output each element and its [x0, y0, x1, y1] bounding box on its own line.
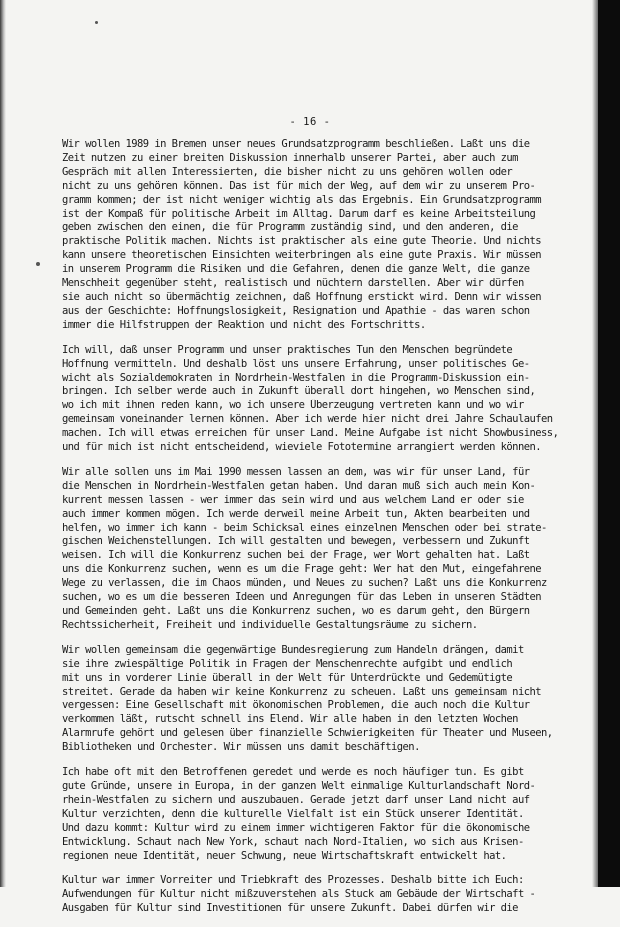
text-line: Menschheit gegenüber steht, realistisch und nüchtern darstellen. Aber wir dürfen [62, 277, 524, 290]
text-line: Wir wollen gemeinsam die gegenwärtige Bundesregierung zum Handeln drängen, damit [62, 643, 524, 656]
text-line: sie ihre zwiespältige Politik in Fragen der Menschenrechte aufgibt und endlich [62, 657, 513, 670]
text-line: wo ich mit ihnen reden kann, wo ich unsere Überzeugung vertreten kann und wo wir [62, 399, 524, 412]
text-line: gute Gründe, unsere in Europa, in der ganzen Welt einmalige Kulturlandschaft Nord- [62, 779, 536, 792]
paragraph [62, 344, 560, 455]
text-line: gemeinsam voneinander lernen können. Aber ich werde hier nicht drei Jahre Schaulaufen [62, 413, 553, 426]
text-line: Ich habe oft mit den Betroffenen geredet und werde es noch häufiger tun. Es gibt [62, 766, 524, 779]
text-line: Ausgaben für Kultur sind Investitionen für unsere Zukunft. Dabei dürfen wir die [62, 902, 518, 915]
text-line: ist der Kompaß für politische Arbeit im Alltag. Darum darf es keine Arbeitsteilung [62, 207, 536, 220]
text-line: Wege zu verlassen, die im Chaos münden, und Neues zu suchen? Laßt uns die Konkurrenz [62, 577, 547, 590]
page-number: - 16 - [289, 116, 331, 128]
paragraph [62, 766, 560, 863]
document-body [62, 138, 560, 927]
text-line: mit uns in vorderer Linie überall in der Welt für Unterdrückte und Gedemütigte [62, 671, 513, 684]
text-line: Kultur war immer Vorreiter und Triebkraft des Prozesses. Deshalb bitte ich Euch: [62, 874, 524, 887]
text-line: Ich will, daß unser Programm und unser praktisches Tun den Menschen begründete [62, 343, 513, 356]
text-line: suchen, wo es um die besseren Ideen und Anregungen für das Leben in unseren Städten [62, 591, 542, 604]
text-line: helfen, wo immer ich kann - beim Schicksal eines einzelnen Menschen oder bei strate- [62, 521, 547, 534]
text-line: geben zwischen den einen, die für Programm zuständig sind, und den anderen, die [62, 221, 518, 234]
text-line: kurrent messen lassen - wer immer das sein wird und aus welchem Land er oder sie [62, 493, 524, 506]
text-line: praktische Politik machen. Nichts ist praktischer als eine gute Theorie. Und nichts [62, 235, 542, 248]
text-line: machen. Ich will etwas erreichen für unser Land. Meine Aufgabe ist nicht Showbusiness, [62, 427, 559, 440]
scan-edge-right [598, 0, 620, 887]
text-line: Gespräch mit allen Interessierten, die bisher nicht zu uns gehören wollen oder [62, 165, 513, 178]
text-line: gramm kommen; der ist nicht weniger wichtig als das Ergebnis. Ein Grundsatzprogramm [62, 193, 542, 206]
text-line: streitet. Gerade da haben wir keine Konkurrenz zu scheuen. Laßt uns gemeinsam nicht [62, 685, 542, 698]
text-line: Und dazu kommt: Kultur wird zu einem immer wichtigeren Faktor für die ökonomische [62, 821, 530, 834]
paragraph [62, 466, 560, 633]
paragraph [62, 644, 560, 755]
text-line: wicht als Sozialdemokraten in Nordrhein-Westfalen in die Programm-Diskussion ein- [62, 371, 530, 384]
text-line: gischen Weichenstellungen. Ich will gestalten und bewegen, verbessern und Zukunft [62, 535, 530, 548]
scan-edge-left [0, 0, 6, 887]
text-line: in unserem Programm die Risiken und die Gefahren, denen die ganze Welt, die ganze [62, 263, 530, 276]
paragraph [62, 138, 560, 333]
text-line: kann unsere theoretischen Einsichten weiterbringen als eine gute Praxis. Wir müssen [62, 249, 542, 262]
text-line: bringen. Ich selber werde auch in Zukunft überall dort hingehen, wo Menschen sind, [62, 385, 536, 398]
text-line: Aufwendungen für Kultur nicht mißzuverstehen als Stuck am Gebäude der Wirtschaft - [62, 888, 536, 901]
text-line: die Menschen in Nordrhein-Westfalen getan haben. Und daran muß sich auch mein Kon- [62, 479, 536, 492]
text-line: Rechtssicherheit, Freiheit und individuelle Gestaltungsräume zu sichern. [62, 618, 478, 631]
text-line: und Gemeinden geht. Laßt uns die Konkurrenz suchen, wo es darum geht, den Bürgern [62, 605, 530, 617]
text-line: und für mich ist nicht entscheidend, wieviele Fototermine arrangiert werden können. [62, 441, 542, 454]
text-line: aus der Geschichte: Hoffnungslosigkeit, Resignation und Apathie - das waren schon [62, 304, 530, 317]
text-line: vergessen: Eine Gesellschaft mit ökonomischen Problemen, die auch noch die Kultur [62, 699, 530, 712]
text-line: Entwicklung. Schaut nach New York, schaut nach Nord-Italien, wo sich aus Krisen- [62, 835, 524, 848]
text-line: Wir alle sollen uns im Mai 1990 messen lassen an dem, was wir für unser Land, für [62, 465, 530, 478]
text-line: Kultur verzichten, denn die kulturelle Vielfalt ist ein Stück unserer Identität. [62, 807, 524, 820]
text-line: weisen. Ich will die Konkurrenz suchen bei der Frage, wer Wort gehalten hat. Laßt [62, 549, 530, 562]
paragraph [62, 874, 560, 916]
text-line: Alarmrufe gehört und gelesen über finanzielle Schwierigkeiten für Theater und Museen, [62, 727, 553, 740]
text-line: auch immer kommen mögen. Ich werde derweil meine Arbeit tun, Akten bearbeiten und [62, 507, 530, 520]
scan-speck [95, 21, 98, 24]
text-line: immer die Hilfstruppen der Reaktion und nicht des Fortschritts. [62, 318, 426, 331]
text-line: uns die Konkurrenz suchen, wenn es um die Frage geht: Wer hat den Mut, eingefahrene [62, 563, 542, 576]
text-line: Wir wollen 1989 in Bremen unser neues Grundsatzprogramm beschließen. Laßt uns die [62, 138, 530, 150]
text-line: rhein-Westfalen zu sichern und auszubauen. Gerade jetzt darf unser Land nicht auf [62, 793, 530, 806]
text-line: nicht zu uns gehören können. Das ist für mich der Weg, auf dem wir zu unserem Pro- [62, 179, 536, 192]
text-line: regionen neue Identität, neuer Schwung, neue Wirtschaftskraft entwickelt hat. [62, 849, 507, 862]
scan-speck [36, 262, 40, 266]
text-line: Bibliotheken und Orchester. Wir müssen uns damit beschäftigen. [62, 741, 420, 754]
text-line: Zeit nutzen zu einer breiten Diskussion innerhalb unserer Partei, aber auch zum [62, 151, 518, 164]
text-line: verkommen läßt, rutscht schnell ins Elend. Wir alle haben in den letzten Wochen [62, 713, 518, 726]
text-line: sie auch nicht so übermächtig zeichnen, daß Hoffnung erstickt wird. Denn wir wissen [62, 290, 542, 303]
text-line: Hoffnung vermitteln. Und deshalb löst uns unsere Erfahrung, unser politisches Ge- [62, 357, 530, 370]
